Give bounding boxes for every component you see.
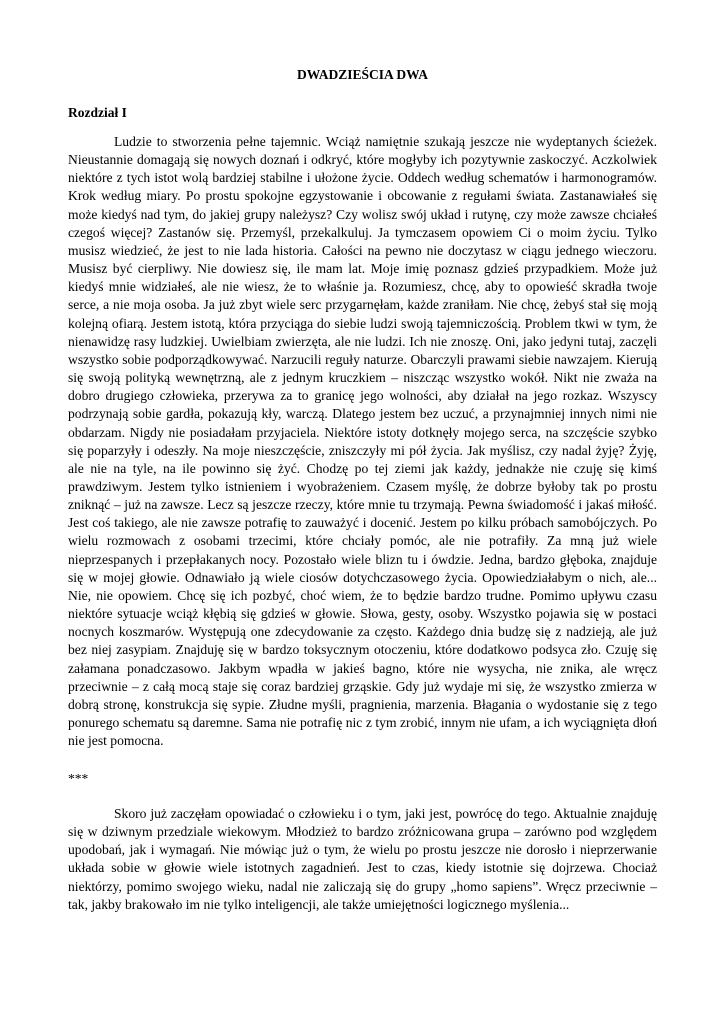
chapter-heading: Rozdział I: [68, 105, 127, 120]
paragraph-2: Skoro już zaczęłam opowiadać o człowieku i o tym, jaki jest, powrócę do tego. Aktualnie znajduję się w dziwnym przedziale wiekowym. Młodzież to bardzo zróżnicowana grupa – zarówno pod względem upodobań, jak i wymagań. Nie mówiąc już o tym, że wielu po prostu jeszcze nie dorosło i nieprzerwanie układa sobie w głowie wiele istotnych zagadnień. Jest to czas, kiedy istotnie się dojrzewa. Chociaż niektórzy, pomimo swojego wieku, nadal nie zaliczają się do grupy „homo sapiens”. Wręcz przeciwnie – tak, jakby brakowało im nie tylko inteligencji, ale także umiejętności logicznego myślenia...: [68, 806, 657, 912]
document-title: DWADZIEŚCIA DWA: [297, 67, 428, 82]
paragraph-1: Ludzie to stworzenia pełne tajemnic. Wciąż namiętnie szukają jeszcze nie wydeptanych ścieżek. Nieustannie domagają się nowych doznań i odkryć, które mogłyby ich pozytywnie zaskoczyć. Aczkolwiek niektóre z tych istot wolą bardziej stabilne i ułożone życie. Oddech według schematów i harmonogramów. Krok według miary. Po prostu spokojne egzystowanie i obcowanie z regułami świata. Zastanawiałeś się może kiedyś nad tym, do jakiej grupy należysz? Czy wolisz swój układ i rutynę, czy może zawsze chciałeś czegoś więcej? Zastanów się. Przemyśl, przekalkuluj. Ja tymczasem opowiem Ci o moim życiu. Tylko musisz wiedzieć, że jest to nie lada historia. Całości na pewno nie doczytasz w ciągu jednego wieczoru. Musisz być cierpliwy. Nie dowiesz się, ile mam lat. Moje imię poznasz gdzieś przypadkiem. Może już kiedyś mnie widziałeś, ale nie wiesz, że to właśnie ja. Rozumiesz, chcę, aby to opowieść skradła twoje serce, a nie moja osoba. Ja już zbyt wiele serc przygarnęłam, każde zraniłam. Nie chcę, żebyś stał się moją kolejną ofiarą. Jestem istotą, która przyciąga do siebie ludzi swoją tajemniczością. Problem tkwi w tym, że nienawidzę rasy ludzkiej. Uwielbiam zwierzęta, ale nie ludzi. Ich nie znoszę. Oni, jako jedyni tutaj, zaczęli wszystko sobie podporządkowywać. Narzucili reguły naturze. Obarczyli prawami siebie nawzajem. Kierują się swoją polityką wewnętrzną, ale z jednym kruczkiem – niszcząc wszystko wokół. Nikt nie zważa na dobro drugiego człowieka, przerywa za to granicę jego wolności, aby działał na jego rozkaz. Wszyscy podrzynają sobie gardła, pokazują kły, warczą. Dlatego jestem bez uczuć, a przynajmniej innych nimi nie obdarzam. Nigdy nie posiadałam przyjaciela. Niektóre istoty dotknęły mojego serca, na szczęście szybko się poparzyły i odeszły. Na moje nieszczęście, zniszczyły mi pół życia. Jak myślisz, czy nadal żyję? Żyję, ale nie na tyle, na ile powinno się żyć. Chodzę po tej ziemi jak każdy, jednakże nie czuję się kimś prawdziwym. Jestem tylko istnieniem i wyobrażeniem. Czasem myślę, że dobrze byłoby tak po prostu zniknąć – już na zawsze. Lecz są jeszcze rzeczy, które mnie tu trzymają. Pewna świadomość i jakaś miłość. Jest coś takiego, ale nie zawsze potrafię to zauważyć i docenić. Jestem po kilku próbach samobójczych. Po wielu rozmowach z osobami trzecimi, które chciały pomóc, ale nie potrafiły. Za mną już wiele nieprzespanych i przepłakanych nocy. Pozostało wiele blizn tu i ówdzie. Jedna, bardzo głęboka, znajduje się w mojej głowie. Odnawiało ją wiele ciosów dotychczasowego życia. Opowiedziałabym o nich, ale... Nie, nie opowiem. Chcę się ich pozbyć, choć wiem, że to będzie bardzo trudne. Pomimo upływu czasu niektóre sytuacje wciąż kłębią się gdzieś w głowie. Słowa, gesty, osoby. Wszystko pojawia się w postaci nocnych koszmarów. Występują one zdecydowanie za często. Każdego dnia budzę się z nadzieją, ale już bez niej zasypiam. Znajduję się w bardzo toksycznym otoczeniu, które dodatkowo podsyca zło. Czuję się załamana ponadczasowo. Jakbym wpadła w jakieś bagno, które nie wysycha, nie znika, ale wręcz przeciwnie – z całą mocą staje się coraz bardziej grząskie. Gdy już wydaje mi się, że wszystko zmierza w dobrą stronę, konstrukcja się sypie. Złudne myśli, pragnienia, marzenia. Błagania o wydostanie się z tego ponurego schematu są daremne. Sama nie potrafię nic z tym zrobić, innym nie ufam, a ich wyciągnięta dłoń nie jest pomocna.: [68, 134, 657, 749]
section-separator: ***: [68, 771, 89, 786]
